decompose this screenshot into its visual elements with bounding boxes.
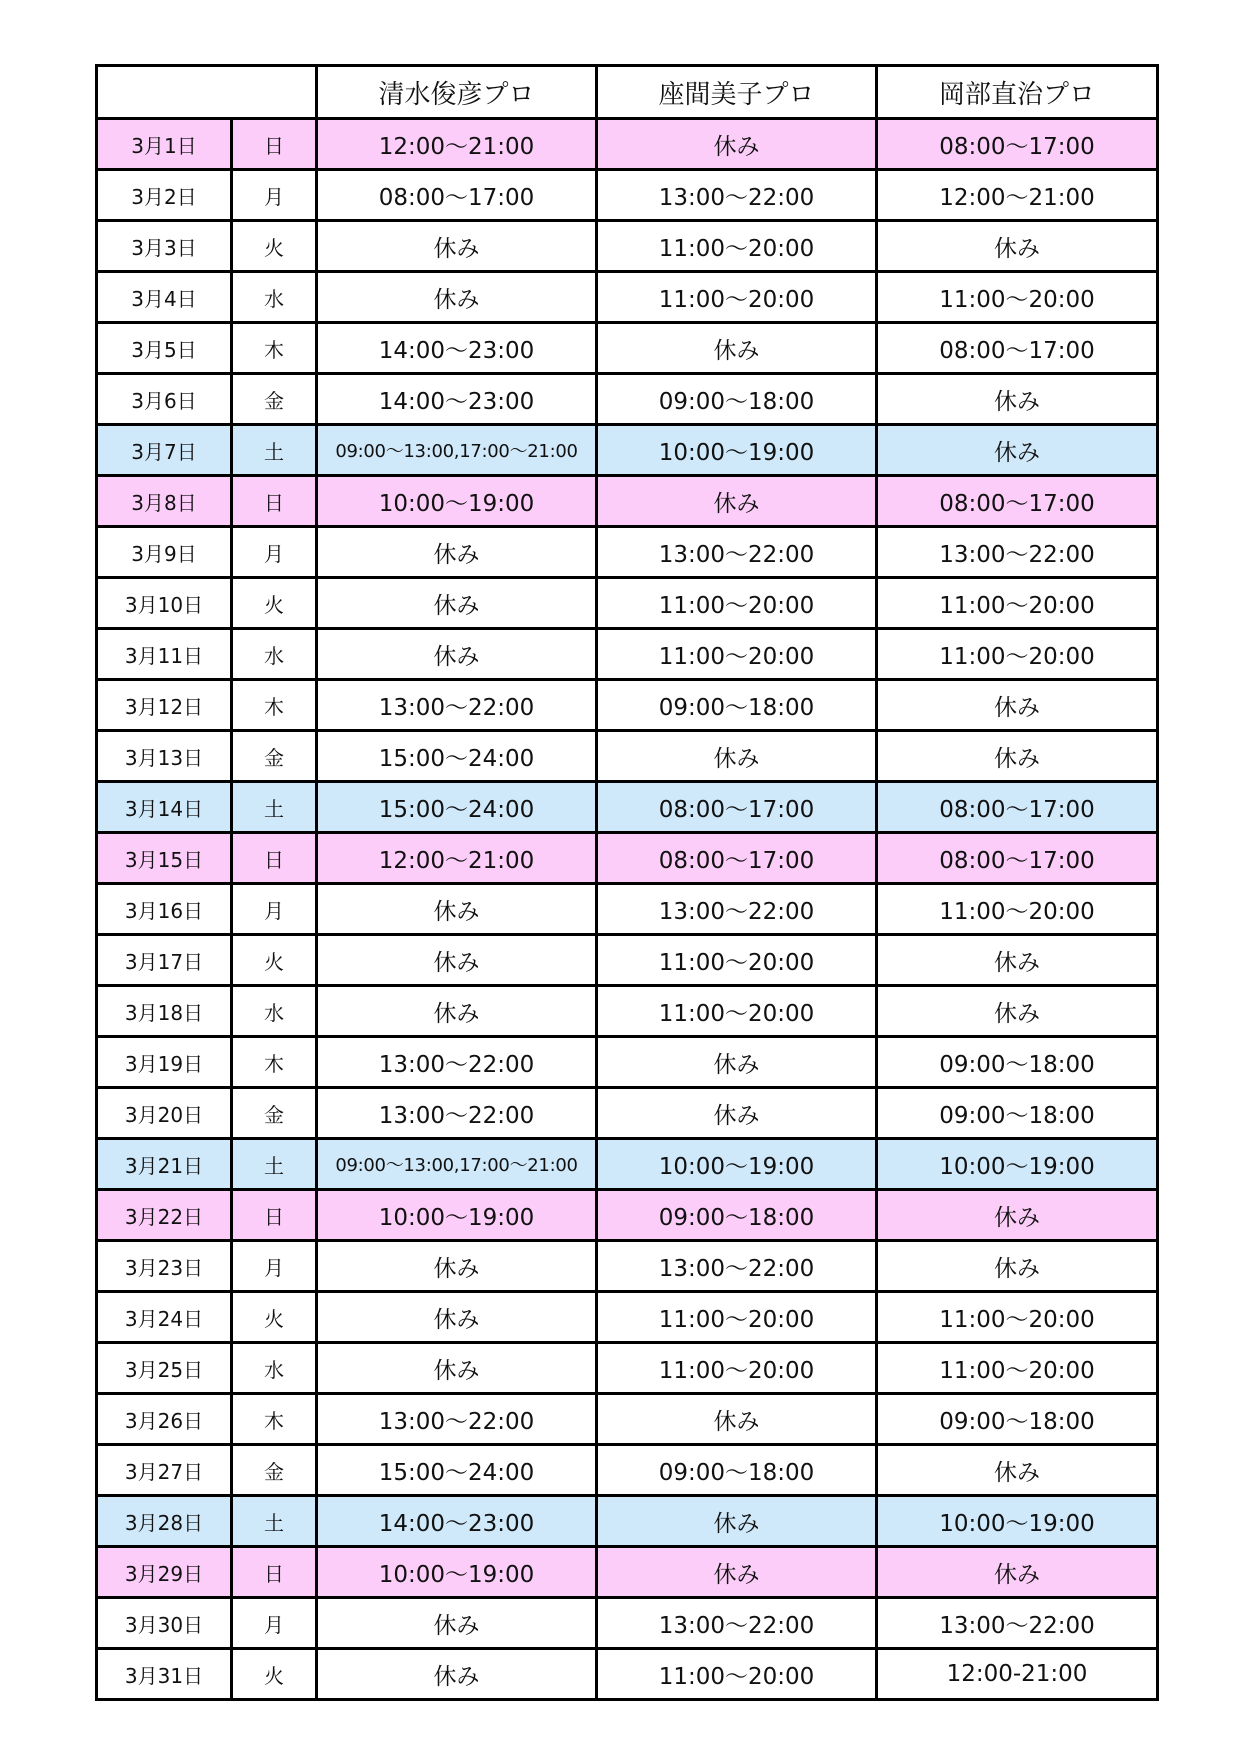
schedule-row bbox=[97, 170, 1158, 221]
shift-schedule-table bbox=[95, 64, 1159, 1701]
date-cell: 3月11日 bbox=[97, 629, 232, 680]
weekday-cell: 月 bbox=[232, 527, 317, 578]
shift-cell-zama: 11:00～20:00 bbox=[597, 935, 877, 986]
date-cell: 3月30日 bbox=[97, 1598, 232, 1649]
shift-cell-shimizu: 09:00～13:00,17:00～21:00 bbox=[317, 425, 597, 476]
shift-cell-shimizu: 休み bbox=[317, 221, 597, 272]
shift-cell-zama: 休み bbox=[597, 476, 877, 527]
shift-cell-shimizu: 13:00～22:00 bbox=[317, 1037, 597, 1088]
date-cell: 3月28日 bbox=[97, 1496, 232, 1547]
date-cell: 3月6日 bbox=[97, 374, 232, 425]
schedule-row bbox=[97, 1241, 1158, 1292]
shift-cell-zama: 11:00～20:00 bbox=[597, 272, 877, 323]
shift-cell-zama: 休み bbox=[597, 1547, 877, 1598]
date-cell: 3月7日 bbox=[97, 425, 232, 476]
weekday-cell: 木 bbox=[232, 1394, 317, 1445]
date-cell: 3月18日 bbox=[97, 986, 232, 1037]
weekday-cell: 土 bbox=[232, 425, 317, 476]
shift-cell-okabe: 13:00～22:00 bbox=[877, 527, 1158, 578]
shift-cell-zama: 11:00～20:00 bbox=[597, 1292, 877, 1343]
weekday-cell: 月 bbox=[232, 884, 317, 935]
shift-cell-shimizu: 08:00～17:00 bbox=[317, 170, 597, 221]
shift-cell-okabe: 休み bbox=[877, 425, 1158, 476]
weekday-cell: 土 bbox=[232, 782, 317, 833]
schedule-row bbox=[97, 1292, 1158, 1343]
weekday-cell: 火 bbox=[232, 935, 317, 986]
date-cell: 3月5日 bbox=[97, 323, 232, 374]
schedule-row bbox=[97, 1547, 1158, 1598]
date-cell: 3月24日 bbox=[97, 1292, 232, 1343]
date-cell: 3月21日 bbox=[97, 1139, 232, 1190]
date-cell: 3月13日 bbox=[97, 731, 232, 782]
shift-cell-okabe: 08:00～17:00 bbox=[877, 833, 1158, 884]
schedule-row bbox=[97, 476, 1158, 527]
shift-cell-shimizu: 10:00～19:00 bbox=[317, 1190, 597, 1241]
weekday-cell: 月 bbox=[232, 170, 317, 221]
shift-cell-okabe: 休み bbox=[877, 731, 1158, 782]
date-cell: 3月3日 bbox=[97, 221, 232, 272]
weekday-cell: 金 bbox=[232, 731, 317, 782]
weekday-cell: 日 bbox=[232, 833, 317, 884]
schedule-row bbox=[97, 221, 1158, 272]
weekday-cell: 火 bbox=[232, 221, 317, 272]
schedule-body bbox=[97, 119, 1158, 1700]
schedule-row bbox=[97, 782, 1158, 833]
date-cell: 3月16日 bbox=[97, 884, 232, 935]
shift-cell-shimizu: 15:00～24:00 bbox=[317, 731, 597, 782]
shift-cell-zama: 休み bbox=[597, 731, 877, 782]
weekday-cell: 日 bbox=[232, 1547, 317, 1598]
date-cell: 3月9日 bbox=[97, 527, 232, 578]
shift-cell-zama: 11:00～20:00 bbox=[597, 221, 877, 272]
shift-cell-shimizu: 10:00～19:00 bbox=[317, 1547, 597, 1598]
shift-cell-shimizu: 休み bbox=[317, 272, 597, 323]
date-cell: 3月23日 bbox=[97, 1241, 232, 1292]
date-cell: 3月29日 bbox=[97, 1547, 232, 1598]
schedule-row bbox=[97, 1598, 1158, 1649]
shift-cell-okabe: 08:00～17:00 bbox=[877, 323, 1158, 374]
date-cell: 3月10日 bbox=[97, 578, 232, 629]
schedule-row bbox=[97, 272, 1158, 323]
date-cell: 3月26日 bbox=[97, 1394, 232, 1445]
header-pro-shimizu: 清水俊彦プロ bbox=[317, 66, 597, 119]
shift-cell-okabe: 11:00～20:00 bbox=[877, 1292, 1158, 1343]
header-corner-cell bbox=[97, 66, 317, 119]
weekday-cell: 土 bbox=[232, 1496, 317, 1547]
schedule-row bbox=[97, 1139, 1158, 1190]
schedule-row bbox=[97, 527, 1158, 578]
date-cell: 3月8日 bbox=[97, 476, 232, 527]
schedule-row bbox=[97, 884, 1158, 935]
header-pro-zama: 座間美子プロ bbox=[597, 66, 877, 119]
shift-cell-shimizu: 休み bbox=[317, 578, 597, 629]
shift-cell-zama: 10:00～19:00 bbox=[597, 425, 877, 476]
shift-cell-zama: 休み bbox=[597, 1037, 877, 1088]
shift-cell-zama: 09:00～18:00 bbox=[597, 1445, 877, 1496]
shift-cell-zama: 11:00～20:00 bbox=[597, 629, 877, 680]
header-row bbox=[97, 66, 1158, 119]
shift-cell-okabe: 11:00～20:00 bbox=[877, 629, 1158, 680]
schedule-row bbox=[97, 1037, 1158, 1088]
date-cell: 3月27日 bbox=[97, 1445, 232, 1496]
weekday-cell: 木 bbox=[232, 680, 317, 731]
shift-cell-zama: 09:00～18:00 bbox=[597, 680, 877, 731]
weekday-cell: 日 bbox=[232, 476, 317, 527]
shift-cell-okabe: 休み bbox=[877, 221, 1158, 272]
weekday-cell: 水 bbox=[232, 1343, 317, 1394]
schedule-row bbox=[97, 425, 1158, 476]
shift-cell-shimizu: 12:00～21:00 bbox=[317, 833, 597, 884]
weekday-cell: 日 bbox=[232, 119, 317, 170]
shift-cell-shimizu: 10:00～19:00 bbox=[317, 476, 597, 527]
shift-cell-okabe: 休み bbox=[877, 1445, 1158, 1496]
shift-cell-okabe: 13:00～22:00 bbox=[877, 1598, 1158, 1649]
weekday-cell: 水 bbox=[232, 272, 317, 323]
shift-cell-okabe: 11:00～20:00 bbox=[877, 1343, 1158, 1394]
weekday-cell: 木 bbox=[232, 323, 317, 374]
date-cell: 3月4日 bbox=[97, 272, 232, 323]
date-cell: 3月22日 bbox=[97, 1190, 232, 1241]
shift-cell-shimizu: 休み bbox=[317, 1649, 597, 1700]
shift-cell-zama: 08:00～17:00 bbox=[597, 833, 877, 884]
shift-cell-okabe: 08:00～17:00 bbox=[877, 119, 1158, 170]
schedule-row bbox=[97, 1394, 1158, 1445]
shift-cell-shimizu: 15:00～24:00 bbox=[317, 1445, 597, 1496]
date-cell: 3月15日 bbox=[97, 833, 232, 884]
shift-cell-shimizu: 休み bbox=[317, 1241, 597, 1292]
shift-cell-okabe: 09:00～18:00 bbox=[877, 1037, 1158, 1088]
shift-cell-okabe: 休み bbox=[877, 1190, 1158, 1241]
schedule-row bbox=[97, 578, 1158, 629]
weekday-cell: 火 bbox=[232, 1649, 317, 1700]
shift-cell-shimizu: 13:00～22:00 bbox=[317, 1088, 597, 1139]
shift-cell-zama: 11:00～20:00 bbox=[597, 1343, 877, 1394]
schedule-row bbox=[97, 1649, 1158, 1700]
weekday-cell: 金 bbox=[232, 374, 317, 425]
weekday-cell: 月 bbox=[232, 1241, 317, 1292]
schedule-row bbox=[97, 1088, 1158, 1139]
shift-cell-zama: 08:00～17:00 bbox=[597, 782, 877, 833]
date-cell: 3月20日 bbox=[97, 1088, 232, 1139]
date-cell: 3月19日 bbox=[97, 1037, 232, 1088]
shift-cell-shimizu: 休み bbox=[317, 884, 597, 935]
date-cell: 3月31日 bbox=[97, 1649, 232, 1700]
shift-cell-okabe: 12:00-21:00 bbox=[877, 1649, 1158, 1700]
shift-cell-okabe: 09:00～18:00 bbox=[877, 1088, 1158, 1139]
shift-cell-okabe: 10:00～19:00 bbox=[877, 1496, 1158, 1547]
shift-cell-zama: 休み bbox=[597, 1088, 877, 1139]
shift-cell-shimizu: 休み bbox=[317, 629, 597, 680]
shift-cell-shimizu: 12:00～21:00 bbox=[317, 119, 597, 170]
shift-cell-shimizu: 14:00～23:00 bbox=[317, 374, 597, 425]
shift-cell-okabe: 休み bbox=[877, 374, 1158, 425]
shift-cell-okabe: 休み bbox=[877, 680, 1158, 731]
schedule-row bbox=[97, 1445, 1158, 1496]
date-cell: 3月1日 bbox=[97, 119, 232, 170]
shift-cell-okabe: 休み bbox=[877, 986, 1158, 1037]
date-cell: 3月25日 bbox=[97, 1343, 232, 1394]
weekday-cell: 月 bbox=[232, 1598, 317, 1649]
shift-cell-okabe: 11:00～20:00 bbox=[877, 884, 1158, 935]
shift-cell-zama: 11:00～20:00 bbox=[597, 578, 877, 629]
shift-cell-shimizu: 15:00～24:00 bbox=[317, 782, 597, 833]
shift-cell-zama: 11:00～20:00 bbox=[597, 1649, 877, 1700]
shift-cell-zama: 13:00～22:00 bbox=[597, 170, 877, 221]
date-cell: 3月14日 bbox=[97, 782, 232, 833]
weekday-cell: 金 bbox=[232, 1445, 317, 1496]
shift-cell-shimizu: 休み bbox=[317, 1343, 597, 1394]
schedule-row bbox=[97, 629, 1158, 680]
weekday-cell: 金 bbox=[232, 1088, 317, 1139]
schedule-row bbox=[97, 986, 1158, 1037]
shift-cell-okabe: 12:00～21:00 bbox=[877, 170, 1158, 221]
weekday-cell: 日 bbox=[232, 1190, 317, 1241]
shift-cell-okabe: 休み bbox=[877, 1547, 1158, 1598]
shift-cell-zama: 休み bbox=[597, 1496, 877, 1547]
shift-cell-zama: 13:00～22:00 bbox=[597, 884, 877, 935]
shift-cell-zama: 09:00～18:00 bbox=[597, 1190, 877, 1241]
shift-cell-zama: 休み bbox=[597, 1394, 877, 1445]
shift-cell-okabe: 08:00～17:00 bbox=[877, 782, 1158, 833]
weekday-cell: 水 bbox=[232, 629, 317, 680]
shift-cell-zama: 13:00～22:00 bbox=[597, 1598, 877, 1649]
shift-cell-zama: 休み bbox=[597, 119, 877, 170]
shift-cell-zama: 13:00～22:00 bbox=[597, 1241, 877, 1292]
schedule-row bbox=[97, 1496, 1158, 1547]
date-cell: 3月12日 bbox=[97, 680, 232, 731]
shift-cell-shimizu: 休み bbox=[317, 935, 597, 986]
shift-cell-okabe: 休み bbox=[877, 1241, 1158, 1292]
shift-cell-shimizu: 14:00～23:00 bbox=[317, 323, 597, 374]
shift-cell-okabe: 11:00～20:00 bbox=[877, 578, 1158, 629]
shift-cell-okabe: 08:00～17:00 bbox=[877, 476, 1158, 527]
shift-cell-okabe: 10:00～19:00 bbox=[877, 1139, 1158, 1190]
header-pro-okabe: 岡部直治プロ bbox=[877, 66, 1158, 119]
weekday-cell: 木 bbox=[232, 1037, 317, 1088]
shift-cell-shimizu: 13:00～22:00 bbox=[317, 680, 597, 731]
schedule-row bbox=[97, 731, 1158, 782]
shift-cell-zama: 13:00～22:00 bbox=[597, 527, 877, 578]
shift-cell-okabe: 11:00～20:00 bbox=[877, 272, 1158, 323]
schedule-row bbox=[97, 680, 1158, 731]
schedule-row bbox=[97, 323, 1158, 374]
shift-cell-okabe: 09:00～18:00 bbox=[877, 1394, 1158, 1445]
shift-cell-shimizu: 休み bbox=[317, 1292, 597, 1343]
weekday-cell: 水 bbox=[232, 986, 317, 1037]
schedule-row bbox=[97, 374, 1158, 425]
date-cell: 3月2日 bbox=[97, 170, 232, 221]
shift-cell-shimizu: 13:00～22:00 bbox=[317, 1394, 597, 1445]
shift-cell-shimizu: 休み bbox=[317, 986, 597, 1037]
date-cell: 3月17日 bbox=[97, 935, 232, 986]
shift-cell-shimizu: 休み bbox=[317, 527, 597, 578]
weekday-cell: 火 bbox=[232, 1292, 317, 1343]
shift-cell-shimizu: 09:00～13:00,17:00～21:00 bbox=[317, 1139, 597, 1190]
shift-cell-shimizu: 14:00～23:00 bbox=[317, 1496, 597, 1547]
schedule-row bbox=[97, 833, 1158, 884]
schedule-row bbox=[97, 1343, 1158, 1394]
shift-cell-zama: 休み bbox=[597, 323, 877, 374]
shift-cell-zama: 11:00～20:00 bbox=[597, 986, 877, 1037]
weekday-cell: 火 bbox=[232, 578, 317, 629]
shift-cell-zama: 09:00～18:00 bbox=[597, 374, 877, 425]
weekday-cell: 土 bbox=[232, 1139, 317, 1190]
schedule-row bbox=[97, 119, 1158, 170]
shift-cell-zama: 10:00～19:00 bbox=[597, 1139, 877, 1190]
shift-cell-okabe: 休み bbox=[877, 935, 1158, 986]
schedule-row bbox=[97, 935, 1158, 986]
shift-cell-shimizu: 休み bbox=[317, 1598, 597, 1649]
schedule-row bbox=[97, 1190, 1158, 1241]
